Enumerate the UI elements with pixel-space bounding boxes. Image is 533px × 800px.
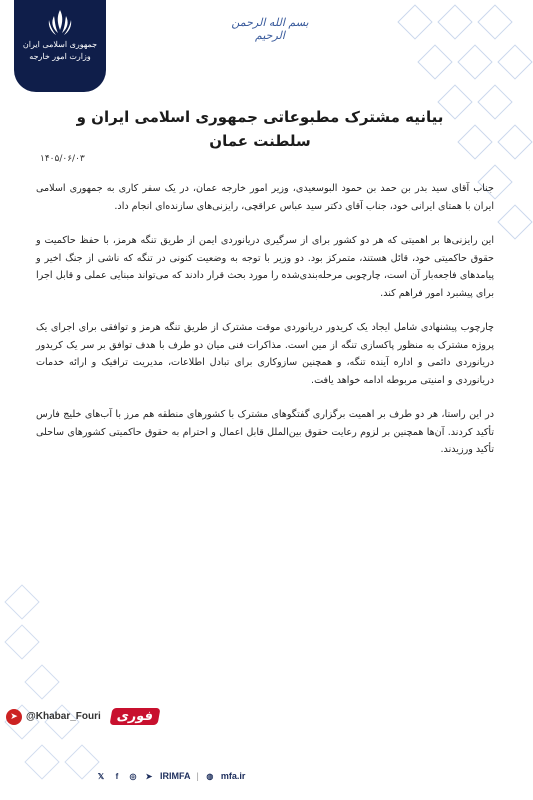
facebook-icon[interactable]: f <box>115 771 119 781</box>
basmala-calligraphy: بسم الله الرحمن الرحیم <box>231 16 309 42</box>
telegram-icon[interactable]: ➤ <box>145 771 153 781</box>
ribbon-country-label: جمهوری اسلامی ایران <box>22 40 98 49</box>
decorative-tile-pattern-bottom <box>0 570 150 800</box>
ministry-emblem-ribbon <box>14 0 106 92</box>
watermark-logo: فوری <box>109 708 160 725</box>
iran-emblem-icon <box>46 8 74 38</box>
footer-divider: | <box>196 771 199 781</box>
paragraph-2: این رایزنی‌ها بر اهمیتی که هر دو کشور برای از سرگیری دریانوردی ایمن از طریق تنگه هرمز، با حفظ حاکمیت و حقوق حاکمیتی خود، قائل هستند، متمرکز بود. دو وزیر با توجه به وضعیت کنونی در تنگه که ناشی از جنگ اخیر و پیامدهای فاجعه‌بار آن است، چارچوبی مرحله‌بندی‌شده را مورد بحث قرار دادند که می‌تواند مبنایی عملی و قابل اجرا برای پیشبرد امور فراهم کند. <box>36 235 494 299</box>
watermark-handle: @Khabar_Fouri <box>26 711 101 722</box>
instagram-icon[interactable]: ◎ <box>129 771 137 781</box>
channel-watermark <box>6 708 159 725</box>
x-icon[interactable]: 𝕏 <box>97 771 105 781</box>
statement-body <box>36 180 494 476</box>
paragraph-1: جناب آقای سید بدر بن حمد بن حمود البوسعیدی، وزیر امور خارجه عمان، در یک سفر کاری به جمهوری اسلامی ایران با همتای ایرانی خود، جناب آقای دکتر سید عباس عراقچی، رایزنی‌های سازنده‌ای انجام داد. <box>36 183 494 212</box>
telegram-icon: ➤ <box>6 709 22 725</box>
page-title: بیانیه مشترک مطبوعاتی جمهوری اسلامی ایران و سلطنت عمان <box>76 108 444 150</box>
ribbon-ministry-label: وزارت امور خارجه <box>29 52 91 62</box>
website-link[interactable]: mfa.ir <box>220 771 246 781</box>
globe-icon: ◍ <box>206 771 214 781</box>
paragraph-4: در این راستا، هر دو طرف بر اهمیت برگزاری گفتگوهای مشترک با کشورهای منطقه هم مرز با آب‌های خلیج فارس تأکید کردند. آن‌ها همچنین بر لزوم رعایت حقوق بین‌الملل قابل اعمال و احترام به حقوق حاکمیتی کشورهای ساحلی تأکید ورزیدند. <box>36 409 494 455</box>
document-date: ۱۴۰۵/۰۶/۰۳ <box>40 154 85 164</box>
footer-social-bar <box>96 768 245 784</box>
paragraph-3: چارچوب پیشنهادی شامل ایجاد یک کریدور دریانوردی موقت مشترک از طریق تنگه هرمز و توافقی برای اجرای یک پروژه مشترک به منظور پاکسازی تنگه از مین است. مذاکرات فنی میان دو طرف با هدف توافق بر سر یک کریدور دریانوردی دائمی و اداره آینده تنگه، و همچنین سازوکاری برای تبادل اطلاعات، مدیریت ترافیک و ارائه خدمات دریانوردی و امنیتی مربوطه ادامه خواهد یافت. <box>36 322 494 386</box>
social-handle[interactable]: IRIMFA <box>160 771 191 781</box>
